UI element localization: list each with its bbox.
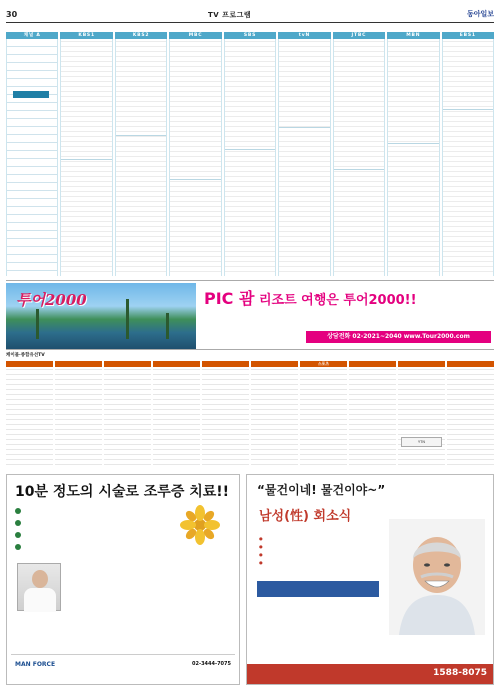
flower-icon	[175, 503, 225, 547]
section-title: TV 프로그램	[208, 11, 252, 19]
cable-column	[251, 361, 298, 469]
cable-column	[398, 361, 445, 469]
clinic-brand: MAN FORCE	[15, 661, 56, 668]
clinic-ad-bullets	[15, 505, 165, 553]
cable-column	[104, 361, 151, 469]
program-listing	[6, 39, 58, 276]
cable-listing	[398, 367, 445, 469]
doctor-coat	[24, 588, 56, 612]
channel-header: KBS2	[115, 32, 167, 39]
health-ad	[246, 474, 494, 685]
cable-column	[202, 361, 249, 469]
cable-column	[55, 361, 102, 469]
cable-listing	[6, 367, 53, 469]
page-header	[6, 10, 494, 20]
ad-phone-bar: 상담전화 02-2021~2040 www.Tour2000.com	[306, 331, 491, 343]
list-item	[259, 543, 377, 551]
ad-details	[210, 316, 490, 326]
channel-column-kbs2	[115, 32, 167, 276]
health-ad-bullets	[259, 535, 377, 567]
cable-listing	[447, 367, 494, 469]
page-number: 30	[6, 10, 18, 19]
channel-header: SBS	[224, 32, 276, 39]
smiling-man-photo	[389, 519, 485, 635]
program-listing	[278, 39, 330, 276]
cable-section-header	[6, 352, 494, 360]
clinic-ad-footer	[11, 654, 235, 680]
cable-column	[6, 361, 53, 469]
channel-column-ebs1-regional	[442, 32, 494, 276]
channel-header: MBC	[169, 32, 221, 39]
cable-listing	[349, 367, 396, 469]
list-item	[15, 529, 165, 541]
cable-listing	[104, 367, 151, 469]
channel-column-mbn	[387, 32, 439, 276]
cable-column	[300, 361, 347, 469]
tv-schedule-grid	[6, 32, 494, 276]
masthead-logo: 동아일보	[466, 9, 494, 18]
channel-header: JTBC	[333, 32, 385, 39]
channel-header: EBS1	[442, 32, 494, 39]
palm-tree-icon	[166, 313, 169, 339]
cable-column	[153, 361, 200, 469]
cable-column	[349, 361, 396, 469]
program-listing	[169, 39, 221, 276]
travel-ad-banner	[6, 280, 494, 350]
program-listing	[387, 39, 439, 276]
channel-column-mbc	[169, 32, 221, 276]
doctor-photo	[17, 563, 61, 611]
frequency-info-line	[6, 25, 494, 30]
bullet-icon	[15, 544, 21, 550]
channel-header: 채널 A	[6, 32, 58, 39]
health-ad-quote: “물건이네! 물건이야~”	[257, 483, 386, 497]
list-item	[259, 535, 377, 543]
ad-headline-strong: PIC 괌	[204, 289, 255, 308]
resort-photo	[6, 283, 196, 349]
channel-column-kbs1	[60, 32, 112, 276]
cable-listing	[202, 367, 249, 469]
ad-headline	[204, 286, 417, 309]
list-item	[15, 505, 165, 517]
doctor-head	[32, 570, 48, 588]
cable-column	[447, 361, 494, 469]
health-ad-offer	[257, 581, 379, 597]
channel-column-a	[6, 32, 58, 276]
list-item	[15, 517, 165, 529]
list-item	[259, 559, 377, 567]
clinic-ad-body	[79, 561, 235, 647]
header-rule	[6, 22, 494, 23]
bullet-icon	[15, 508, 21, 514]
cable-channel-header: 스포츠	[300, 361, 347, 367]
cable-schedule-grid	[6, 361, 494, 469]
cable-listing	[153, 367, 200, 469]
program-listing	[442, 39, 494, 276]
clinic-phone: 02-3444-7075	[192, 661, 231, 667]
bullet-icon	[15, 532, 21, 538]
channel-header: tvN	[278, 32, 330, 39]
channel-column-tvn	[278, 32, 330, 276]
program-listing	[60, 39, 112, 276]
channel-header: MBN	[387, 32, 439, 39]
health-ad-call-text	[257, 601, 379, 637]
clinic-ad-headline: 10분 정도의 시술로 조루증 치료!!	[15, 484, 230, 500]
tour-brand-logo: 투어2000	[16, 291, 87, 309]
cable-section-title: 케이블·종합유선TV	[6, 353, 45, 358]
ad-subline	[210, 307, 490, 315]
cable-listing	[55, 367, 102, 469]
health-ad-phone: 1588-8075	[433, 668, 487, 678]
list-item	[15, 541, 165, 553]
cable-listing	[300, 367, 347, 469]
program-listing	[115, 39, 167, 276]
ytn-logo-box: YTN	[401, 437, 442, 447]
program-listing	[224, 39, 276, 276]
health-ad-title: 남성(性) 회소식	[259, 509, 352, 524]
ad-headline-rest: 리조트 여행은 투어2000!!	[258, 293, 417, 308]
palm-tree-icon	[36, 309, 39, 339]
channel-column-sbs	[224, 32, 276, 276]
health-ad-footer	[247, 664, 493, 684]
channel-column-jtbc	[333, 32, 385, 276]
palm-tree-icon	[126, 299, 129, 339]
clinic-ad	[6, 474, 240, 685]
cable-listing	[251, 367, 298, 469]
list-item	[259, 551, 377, 559]
bullet-icon	[15, 520, 21, 526]
channel-header: KBS1	[60, 32, 112, 39]
program-listing	[333, 39, 385, 276]
channel-badge	[13, 91, 49, 98]
